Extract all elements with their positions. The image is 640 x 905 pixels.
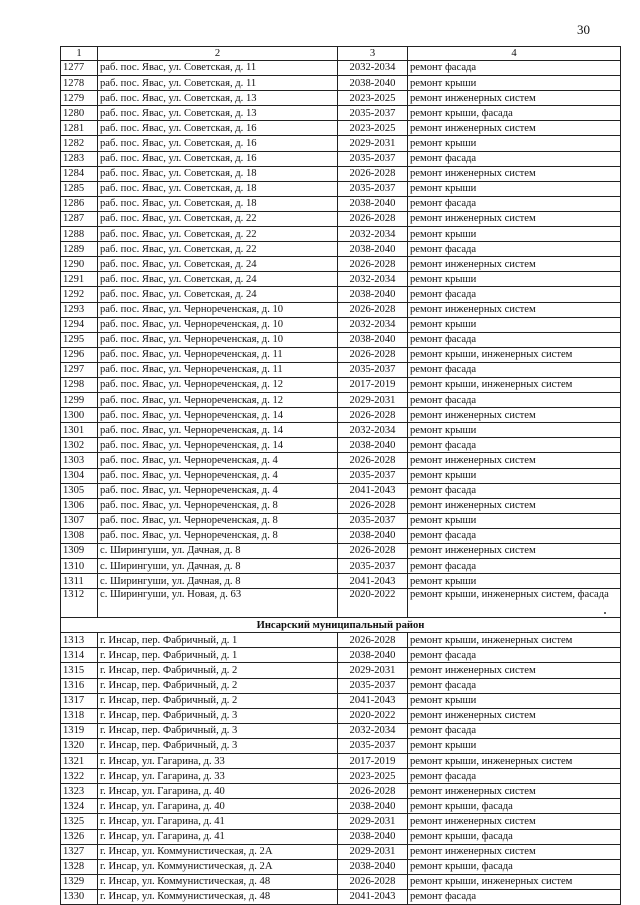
- period-cell: 2038-2040: [338, 242, 408, 257]
- table-row: [61, 408, 621, 423]
- table-row: [61, 559, 621, 574]
- row-number-cell: 1278: [61, 76, 98, 91]
- work-type-cell: ремонт фасада: [408, 678, 621, 693]
- table-row: [61, 136, 621, 151]
- table-row: [61, 544, 621, 559]
- work-type-cell: ремонт крыши, инженерных систем: [408, 633, 621, 648]
- table-row: [61, 272, 621, 287]
- table-row: [61, 242, 621, 257]
- address-cell: раб. пос. Явас, ул. Чернореченская, д. 4: [98, 468, 338, 483]
- row-number-cell: 1322: [61, 769, 98, 784]
- row-number-cell: 1300: [61, 408, 98, 423]
- address-cell: раб. пос. Явас, ул. Чернореченская, д. 14: [98, 408, 338, 423]
- work-type-cell: ремонт фасада: [408, 61, 621, 76]
- period-cell: 2035-2037: [338, 678, 408, 693]
- address-cell: с. Ширингуши, ул. Дачная, д. 8: [98, 559, 338, 574]
- work-type-cell: ремонт инженерных систем: [408, 257, 621, 272]
- address-cell: г. Инсар, пер. Фабричный, д. 3: [98, 708, 338, 723]
- period-cell: 2023-2025: [338, 121, 408, 136]
- period-cell: 2035-2037: [338, 468, 408, 483]
- table-row: [61, 151, 621, 166]
- work-type-cell: ремонт крыши, фасада: [408, 859, 621, 874]
- address-cell: раб. пос. Явас, ул. Советская, д. 22: [98, 227, 338, 242]
- period-cell: 2035-2037: [338, 106, 408, 121]
- address-cell: раб. пос. Явас, ул. Советская, д. 13: [98, 91, 338, 106]
- period-cell: 2026-2028: [338, 347, 408, 362]
- address-cell: раб. пос. Явас, ул. Чернореченская, д. 4: [98, 453, 338, 468]
- work-type-cell: ремонт фасада: [408, 648, 621, 663]
- address-cell: г. Инсар, ул. Гагарина, д. 40: [98, 799, 338, 814]
- row-number-cell: 1281: [61, 121, 98, 136]
- work-type-cell: ремонт фасада: [408, 362, 621, 377]
- address-cell: раб. пос. Явас, ул. Чернореченская, д. 11: [98, 347, 338, 362]
- row-number-cell: 1280: [61, 106, 98, 121]
- row-number-cell: 1321: [61, 754, 98, 769]
- row-number-cell: 1320: [61, 738, 98, 753]
- period-cell: 2026-2028: [338, 408, 408, 423]
- row-number-cell: 1326: [61, 829, 98, 844]
- period-cell: 2029-2031: [338, 844, 408, 859]
- address-cell: раб. пос. Явас, ул. Советская, д. 11: [98, 76, 338, 91]
- address-cell: г. Инсар, пер. Фабричный, д. 1: [98, 633, 338, 648]
- row-number-cell: 1289: [61, 242, 98, 257]
- address-cell: г. Инсар, ул. Гагарина, д. 41: [98, 829, 338, 844]
- period-cell: 2035-2037: [338, 559, 408, 574]
- table-row: [61, 693, 621, 708]
- row-number-cell: 1308: [61, 528, 98, 543]
- period-cell: 2029-2031: [338, 393, 408, 408]
- work-type-cell: ремонт фасада: [408, 151, 621, 166]
- table-row: [61, 377, 621, 392]
- table-row: [61, 257, 621, 272]
- row-number-cell: 1327: [61, 844, 98, 859]
- work-type-cell: ремонт фасада: [408, 528, 621, 543]
- address-cell: раб. пос. Явас, ул. Чернореченская, д. 10: [98, 317, 338, 332]
- row-number-cell: 1313: [61, 633, 98, 648]
- row-number-cell: 1299: [61, 393, 98, 408]
- work-type-cell: ремонт крыши: [408, 227, 621, 242]
- period-cell: 2023-2025: [338, 769, 408, 784]
- address-cell: раб. пос. Явас, ул. Советская, д. 13: [98, 106, 338, 121]
- work-type-cell: ремонт крыши: [408, 468, 621, 483]
- period-cell: 2032-2034: [338, 61, 408, 76]
- work-type-cell: ремонт инженерных систем: [408, 498, 621, 513]
- address-cell: г. Инсар, пер. Фабричный, д. 2: [98, 678, 338, 693]
- table-row: [61, 498, 621, 513]
- table-row: [61, 844, 621, 859]
- row-number-cell: 1290: [61, 257, 98, 272]
- address-cell: раб. пос. Явас, ул. Чернореченская, д. 14: [98, 423, 338, 438]
- row-number-cell: 1311: [61, 574, 98, 589]
- table-row: [61, 196, 621, 211]
- address-cell: раб. пос. Явас, ул. Чернореченская, д. 11: [98, 362, 338, 377]
- address-cell: раб. пос. Явас, ул. Советская, д. 24: [98, 287, 338, 302]
- period-cell: 2026-2028: [338, 453, 408, 468]
- table-row: [61, 723, 621, 738]
- period-cell: 2032-2034: [338, 227, 408, 242]
- address-cell: раб. пос. Явас, ул. Советская, д. 18: [98, 181, 338, 196]
- table-row: [61, 874, 621, 889]
- work-type-cell: ремонт крыши, фасада: [408, 829, 621, 844]
- work-type-cell: ремонт крыши: [408, 181, 621, 196]
- row-number-cell: 1325: [61, 814, 98, 829]
- address-cell: г. Инсар, ул. Гагарина, д. 41: [98, 814, 338, 829]
- period-cell: 2029-2031: [338, 136, 408, 151]
- row-number-cell: 1316: [61, 678, 98, 693]
- work-type-cell: ремонт фасада: [408, 723, 621, 738]
- period-cell: 2038-2040: [338, 799, 408, 814]
- address-cell: раб. пос. Явас, ул. Чернореченская, д. 12: [98, 393, 338, 408]
- period-cell: 2026-2028: [338, 257, 408, 272]
- period-cell: 2041-2043: [338, 889, 408, 904]
- period-cell: 2029-2031: [338, 663, 408, 678]
- period-cell: 2038-2040: [338, 648, 408, 663]
- period-cell: 2035-2037: [338, 181, 408, 196]
- work-type-cell: ремонт инженерных систем: [408, 544, 621, 559]
- table-row: [61, 317, 621, 332]
- work-type-cell: ремонт инженерных систем: [408, 91, 621, 106]
- table-row: [61, 859, 621, 874]
- address-cell: раб. пос. Явас, ул. Чернореченская, д. 14: [98, 438, 338, 453]
- work-type-cell: ремонт крыши: [408, 513, 621, 528]
- row-number-cell: 1284: [61, 166, 98, 181]
- repair-schedule-table: [60, 46, 621, 905]
- work-type-cell: ремонт инженерных систем: [408, 408, 621, 423]
- period-cell: 2038-2040: [338, 196, 408, 211]
- address-cell: раб. пос. Явас, ул. Советская, д. 16: [98, 136, 338, 151]
- row-number-cell: 1282: [61, 136, 98, 151]
- work-type-cell: ремонт фасада: [408, 287, 621, 302]
- work-type-cell: ремонт крыши, инженерных систем: [408, 874, 621, 889]
- period-cell: 2032-2034: [338, 317, 408, 332]
- row-number-cell: 1298: [61, 377, 98, 392]
- period-cell: 2017-2019: [338, 754, 408, 769]
- section-title: Инсарский муниципальный район: [61, 618, 621, 633]
- row-number-cell: 1277: [61, 61, 98, 76]
- period-cell: 2041-2043: [338, 483, 408, 498]
- address-cell: раб. пос. Явас, ул. Советская, д. 24: [98, 272, 338, 287]
- period-cell: 2038-2040: [338, 287, 408, 302]
- address-cell: г. Инсар, ул. Коммунистическая, д. 48: [98, 874, 338, 889]
- table-row: [61, 528, 621, 543]
- table-header-row: [61, 47, 621, 61]
- row-number-cell: 1317: [61, 693, 98, 708]
- row-number-cell: 1324: [61, 799, 98, 814]
- work-type-cell: ремонт крыши, инженерных систем, фасада: [408, 589, 621, 618]
- row-number-cell: 1293: [61, 302, 98, 317]
- period-cell: 2035-2037: [338, 738, 408, 753]
- table-row: [61, 61, 621, 76]
- address-cell: раб. пос. Явас, ул. Чернореченская, д. 10: [98, 332, 338, 347]
- address-cell: г. Инсар, пер. Фабричный, д. 2: [98, 693, 338, 708]
- work-type-cell: ремонт крыши, инженерных систем: [408, 347, 621, 362]
- work-type-cell: ремонт фасада: [408, 242, 621, 257]
- table-row: [61, 181, 621, 196]
- address-cell: г. Инсар, пер. Фабричный, д. 1: [98, 648, 338, 663]
- row-number-cell: 1297: [61, 362, 98, 377]
- address-cell: раб. пос. Явас, ул. Советская, д. 16: [98, 121, 338, 136]
- table-row: [61, 678, 621, 693]
- table-row: [61, 453, 621, 468]
- period-cell: 2026-2028: [338, 633, 408, 648]
- work-type-cell: ремонт фасада: [408, 438, 621, 453]
- address-cell: г. Инсар, ул. Гагарина, д. 33: [98, 769, 338, 784]
- row-number-cell: 1302: [61, 438, 98, 453]
- work-type-cell: ремонт крыши: [408, 423, 621, 438]
- address-cell: г. Инсар, пер. Фабричный, д. 3: [98, 738, 338, 753]
- period-cell: 2026-2028: [338, 211, 408, 226]
- work-type-cell: ремонт инженерных систем: [408, 302, 621, 317]
- column-header-4: 4: [408, 47, 621, 61]
- period-cell: 2038-2040: [338, 829, 408, 844]
- table-body: [61, 47, 621, 905]
- work-type-cell: ремонт крыши: [408, 693, 621, 708]
- work-type-cell: ремонт фасада: [408, 332, 621, 347]
- period-cell: 2032-2034: [338, 272, 408, 287]
- address-cell: г. Инсар, ул. Коммунистическая, д. 2А: [98, 844, 338, 859]
- row-number-cell: 1330: [61, 889, 98, 904]
- table-row: [61, 91, 621, 106]
- table-row: [61, 829, 621, 844]
- table-row: [61, 769, 621, 784]
- work-type-cell: ремонт крыши: [408, 76, 621, 91]
- address-cell: раб. пос. Явас, ул. Чернореченская, д. 12: [98, 377, 338, 392]
- row-number-cell: 1304: [61, 468, 98, 483]
- address-cell: с. Ширингуши, ул. Дачная, д. 8: [98, 574, 338, 589]
- address-cell: с. Ширингуши, ул. Новая, д. 63: [98, 589, 338, 618]
- row-number-cell: 1309: [61, 544, 98, 559]
- work-type-cell: ремонт инженерных систем: [408, 663, 621, 678]
- table-row: [61, 589, 621, 618]
- address-cell: раб. пос. Явас, ул. Чернореченская, д. 8: [98, 528, 338, 543]
- work-type-cell: ремонт крыши, инженерных систем: [408, 377, 621, 392]
- address-cell: г. Инсар, пер. Фабричный, д. 2: [98, 663, 338, 678]
- table-row: [61, 738, 621, 753]
- work-type-cell: ремонт инженерных систем: [408, 121, 621, 136]
- address-cell: раб. пос. Явас, ул. Советская, д. 22: [98, 211, 338, 226]
- column-header-3: 3: [338, 47, 408, 61]
- table-row: [61, 754, 621, 769]
- address-cell: г. Инсар, пер. Фабричный, д. 3: [98, 723, 338, 738]
- row-number-cell: 1329: [61, 874, 98, 889]
- address-cell: раб. пос. Явас, ул. Советская, д. 16: [98, 151, 338, 166]
- period-cell: 2041-2043: [338, 693, 408, 708]
- work-type-cell: ремонт инженерных систем: [408, 453, 621, 468]
- row-number-cell: 1283: [61, 151, 98, 166]
- table-row: [61, 166, 621, 181]
- column-header-1: 1: [61, 47, 98, 61]
- row-number-cell: 1328: [61, 859, 98, 874]
- address-cell: раб. пос. Явас, ул. Советская, д. 22: [98, 242, 338, 257]
- work-type-cell: ремонт инженерных систем: [408, 784, 621, 799]
- row-number-cell: 1318: [61, 708, 98, 723]
- work-type-cell: ремонт инженерных систем: [408, 166, 621, 181]
- work-type-cell: ремонт крыши: [408, 272, 621, 287]
- work-type-cell: ремонт инженерных систем: [408, 708, 621, 723]
- work-type-cell: ремонт фасада: [408, 196, 621, 211]
- row-number-cell: 1295: [61, 332, 98, 347]
- row-number-cell: 1319: [61, 723, 98, 738]
- period-cell: 2041-2043: [338, 574, 408, 589]
- section-row: [61, 618, 621, 633]
- period-cell: 2038-2040: [338, 76, 408, 91]
- table-row: [61, 633, 621, 648]
- work-type-cell: ремонт крыши: [408, 574, 621, 589]
- row-number-cell: 1323: [61, 784, 98, 799]
- table-row: [61, 287, 621, 302]
- row-number-cell: 1301: [61, 423, 98, 438]
- address-cell: раб. пос. Явас, ул. Советская, д. 18: [98, 196, 338, 211]
- row-number-cell: 1291: [61, 272, 98, 287]
- table-row: [61, 227, 621, 242]
- row-number-cell: 1314: [61, 648, 98, 663]
- period-cell: 2026-2028: [338, 784, 408, 799]
- row-number-cell: 1307: [61, 513, 98, 528]
- table-row: [61, 784, 621, 799]
- work-type-cell: ремонт инженерных систем: [408, 844, 621, 859]
- table-row: [61, 574, 621, 589]
- period-cell: 2038-2040: [338, 859, 408, 874]
- period-cell: 2035-2037: [338, 513, 408, 528]
- period-cell: 2020-2022: [338, 589, 408, 618]
- address-cell: г. Инсар, ул. Гагарина, д. 33: [98, 754, 338, 769]
- period-cell: 2017-2019: [338, 377, 408, 392]
- work-type-cell: ремонт фасада: [408, 889, 621, 904]
- table-row: [61, 799, 621, 814]
- row-number-cell: 1285: [61, 181, 98, 196]
- work-type-cell: ремонт фасада: [408, 393, 621, 408]
- period-cell: 2038-2040: [338, 528, 408, 543]
- table-row: [61, 76, 621, 91]
- scan-speck: [604, 612, 606, 614]
- table-row: [61, 513, 621, 528]
- address-cell: раб. пос. Явас, ул. Чернореченская, д. 10: [98, 302, 338, 317]
- row-number-cell: 1287: [61, 211, 98, 226]
- table-row: [61, 663, 621, 678]
- address-cell: раб. пос. Явас, ул. Чернореченская, д. 8: [98, 513, 338, 528]
- table-row: [61, 347, 621, 362]
- table-row: [61, 393, 621, 408]
- work-type-cell: ремонт фасада: [408, 483, 621, 498]
- address-cell: раб. пос. Явас, ул. Советская, д. 24: [98, 257, 338, 272]
- column-header-2: 2: [98, 47, 338, 61]
- row-number-cell: 1303: [61, 453, 98, 468]
- row-number-cell: 1294: [61, 317, 98, 332]
- work-type-cell: ремонт крыши: [408, 317, 621, 332]
- address-cell: раб. пос. Явас, ул. Советская, д. 18: [98, 166, 338, 181]
- row-number-cell: 1286: [61, 196, 98, 211]
- row-number-cell: 1306: [61, 498, 98, 513]
- work-type-cell: ремонт крыши, инженерных систем: [408, 754, 621, 769]
- period-cell: 2038-2040: [338, 332, 408, 347]
- table-row: [61, 106, 621, 121]
- address-cell: раб. пос. Явас, ул. Чернореченская, д. 8: [98, 498, 338, 513]
- row-number-cell: 1310: [61, 559, 98, 574]
- scan-speck: [177, 888, 179, 890]
- table-row: [61, 483, 621, 498]
- address-cell: г. Инсар, ул. Коммунистическая, д. 48: [98, 889, 338, 904]
- work-type-cell: ремонт крыши, фасада: [408, 799, 621, 814]
- period-cell: 2026-2028: [338, 498, 408, 513]
- row-number-cell: 1305: [61, 483, 98, 498]
- table-row: [61, 889, 621, 904]
- table-row: [61, 648, 621, 663]
- period-cell: 2029-2031: [338, 814, 408, 829]
- address-cell: г. Инсар, ул. Коммунистическая, д. 2А: [98, 859, 338, 874]
- address-cell: г. Инсар, ул. Гагарина, д. 40: [98, 784, 338, 799]
- work-type-cell: ремонт крыши: [408, 136, 621, 151]
- work-type-cell: ремонт фасада: [408, 769, 621, 784]
- period-cell: 2026-2028: [338, 166, 408, 181]
- period-cell: 2023-2025: [338, 91, 408, 106]
- row-number-cell: 1312: [61, 589, 98, 618]
- work-type-cell: ремонт крыши, фасада: [408, 106, 621, 121]
- table-row: [61, 302, 621, 317]
- page-number: 30: [577, 22, 590, 37]
- row-number-cell: 1279: [61, 91, 98, 106]
- period-cell: 2032-2034: [338, 723, 408, 738]
- period-cell: 2026-2028: [338, 302, 408, 317]
- address-cell: с. Ширингуши, ул. Дачная, д. 8: [98, 544, 338, 559]
- row-number-cell: 1288: [61, 227, 98, 242]
- table-row: [61, 362, 621, 377]
- address-cell: раб. пос. Явас, ул. Чернореченская, д. 4: [98, 483, 338, 498]
- period-cell: 2026-2028: [338, 544, 408, 559]
- work-type-cell: ремонт инженерных систем: [408, 211, 621, 226]
- work-type-cell: ремонт крыши: [408, 738, 621, 753]
- period-cell: 2035-2037: [338, 362, 408, 377]
- work-type-cell: ремонт инженерных систем: [408, 814, 621, 829]
- table-row: [61, 211, 621, 226]
- period-cell: 2026-2028: [338, 874, 408, 889]
- table-row: [61, 423, 621, 438]
- row-number-cell: 1292: [61, 287, 98, 302]
- row-number-cell: 1296: [61, 347, 98, 362]
- table-row: [61, 121, 621, 136]
- period-cell: 2035-2037: [338, 151, 408, 166]
- table-row: [61, 708, 621, 723]
- table-row: [61, 814, 621, 829]
- table-row: [61, 468, 621, 483]
- table-row: [61, 438, 621, 453]
- work-type-cell: ремонт фасада: [408, 559, 621, 574]
- period-cell: 2032-2034: [338, 423, 408, 438]
- row-number-cell: 1315: [61, 663, 98, 678]
- period-cell: 2020-2022: [338, 708, 408, 723]
- address-cell: раб. пос. Явас, ул. Советская, д. 11: [98, 61, 338, 76]
- table-row: [61, 332, 621, 347]
- period-cell: 2038-2040: [338, 438, 408, 453]
